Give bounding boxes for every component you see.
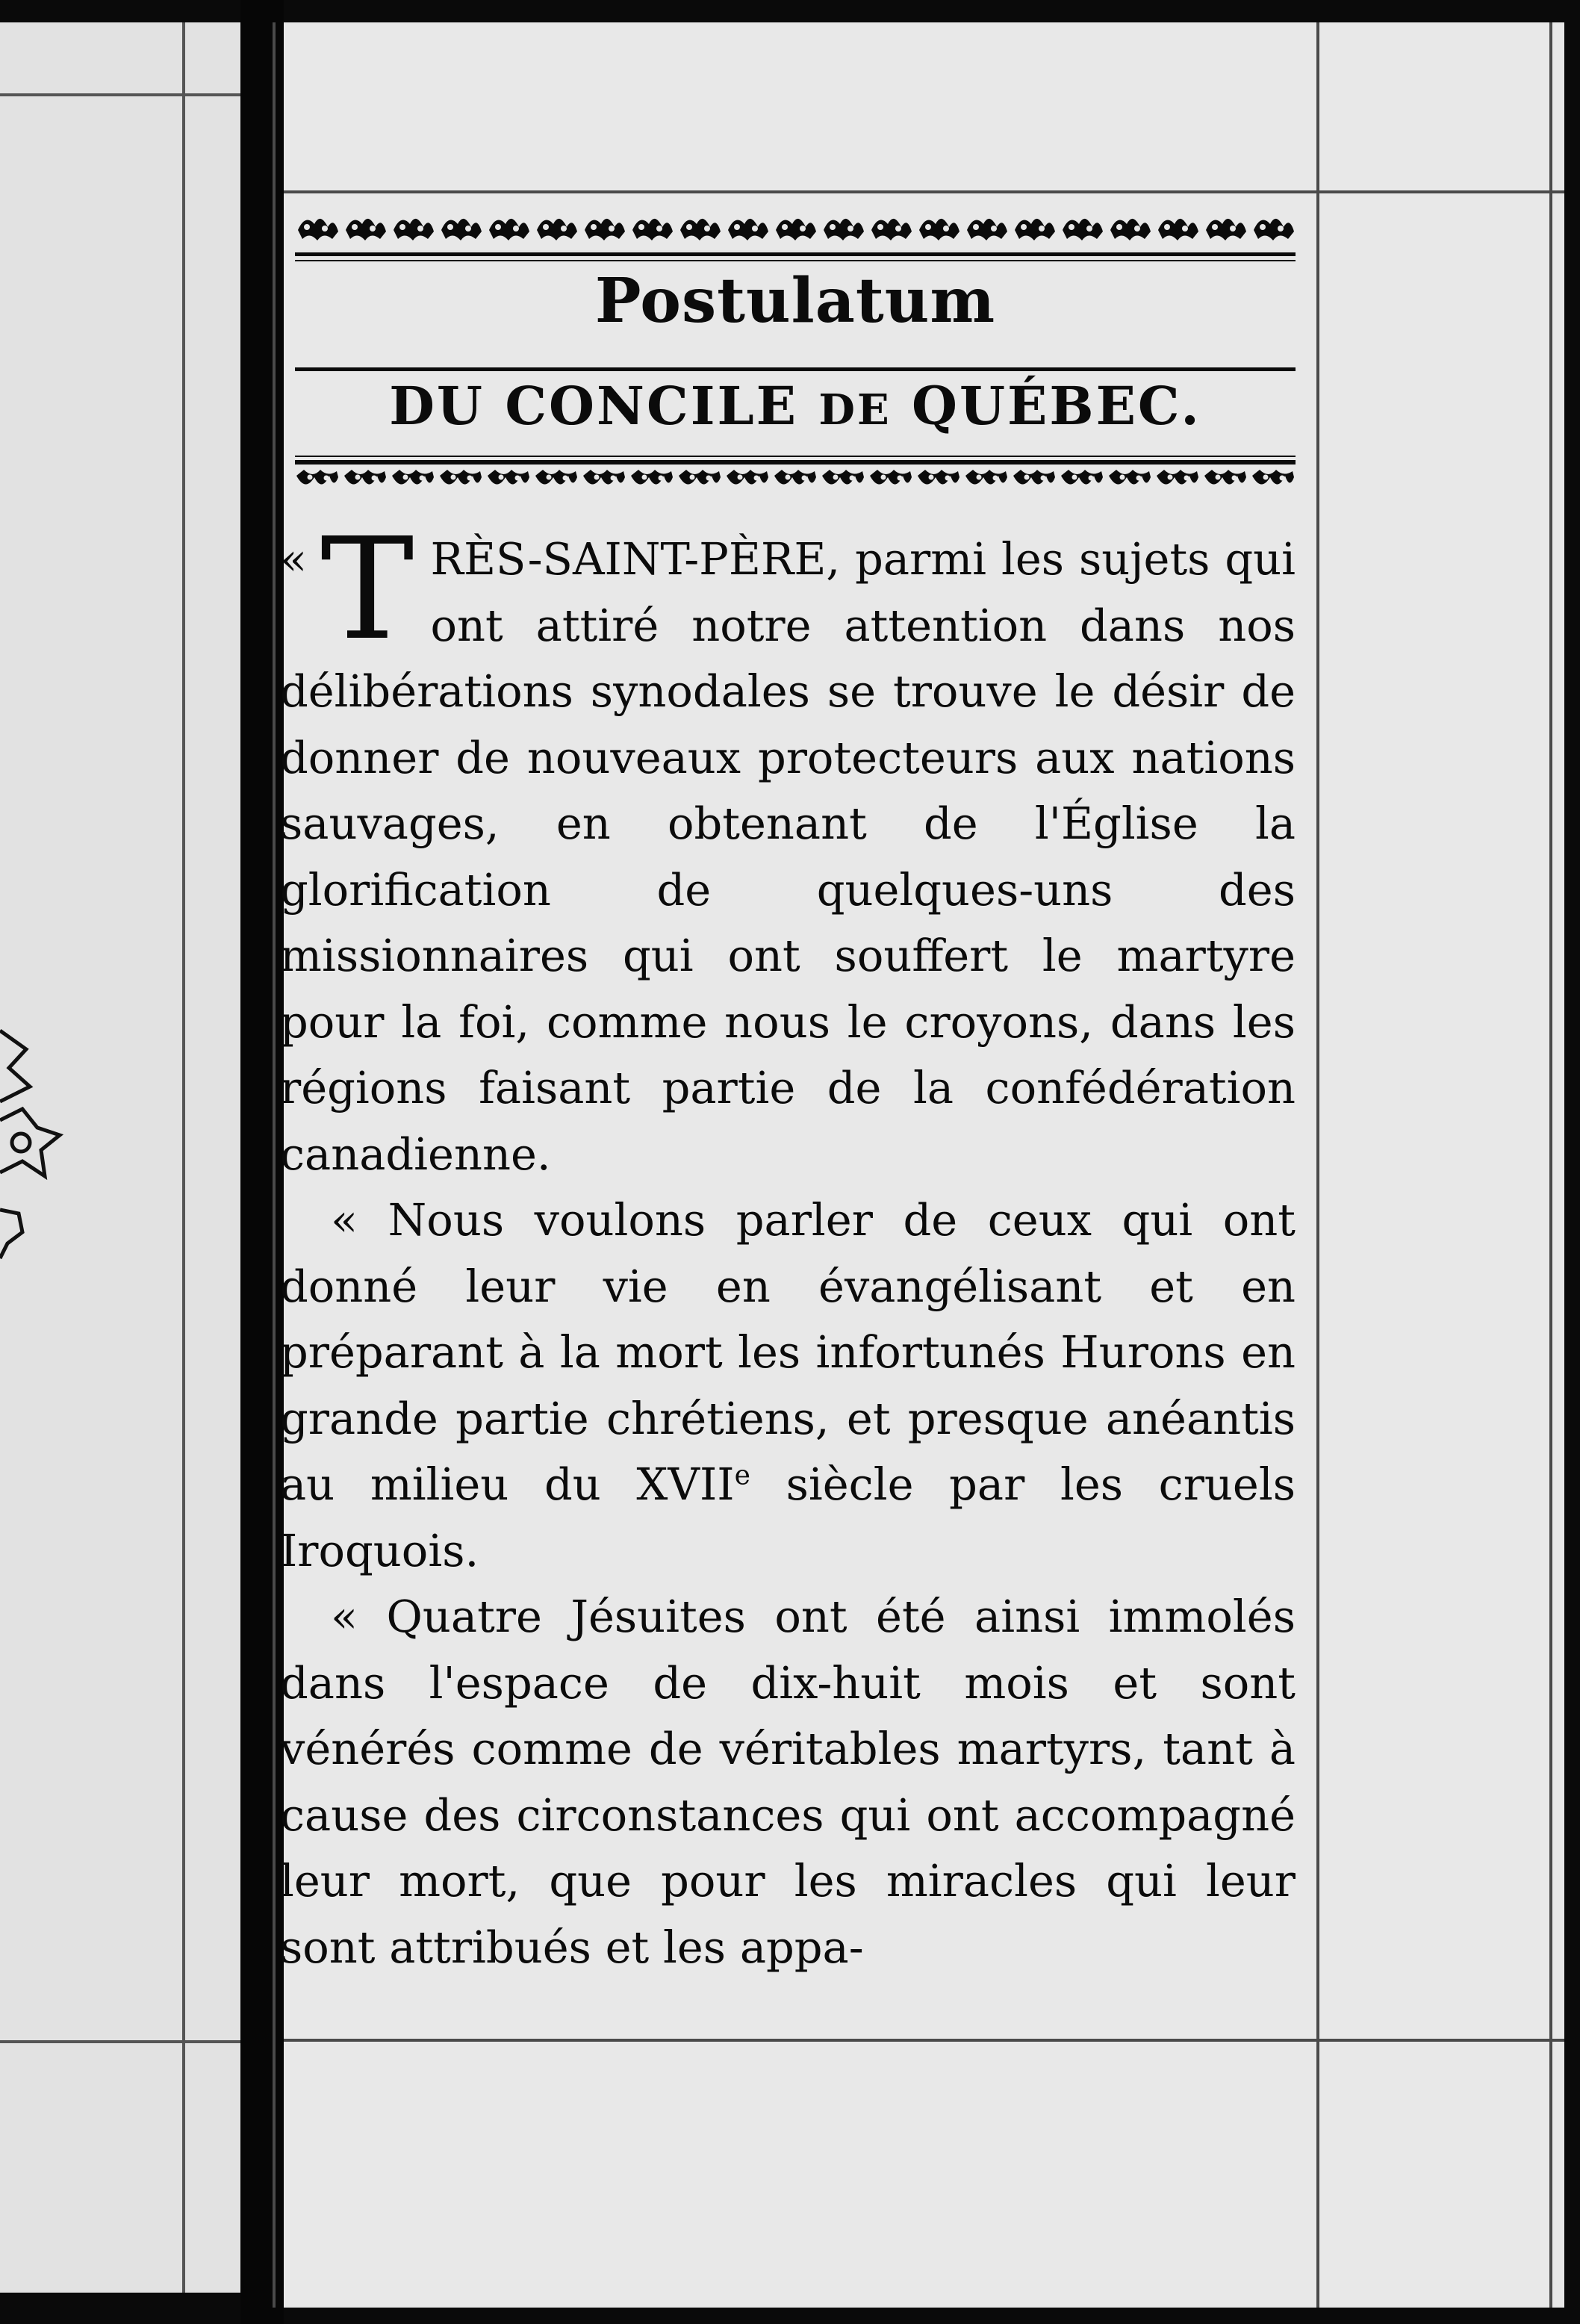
body-text <box>280 508 1296 1980</box>
opening-quote: « <box>280 533 308 585</box>
paragraph-text: « Nous voulons parler de ceux qui ont donné leur vie en évangélisant et en préparant à la mort les infortunés Hurons en grande partie chrétiens, et presque anéantis au milieu du XVII <box>280 1194 1296 1510</box>
grid-line <box>273 22 276 2308</box>
fleuron-band-icon <box>295 467 1299 500</box>
grid-line <box>284 2039 1564 2042</box>
drop-cap: T <box>320 508 414 671</box>
superscript: e <box>734 1460 750 1491</box>
subtitle-part: DU CONCILE <box>389 375 799 437</box>
printed-text-block <box>276 179 1314 2031</box>
rule <box>295 456 1296 457</box>
fleuron-band-icon <box>295 209 1299 246</box>
rule <box>295 260 1296 261</box>
grid-line <box>0 2040 240 2043</box>
paragraph <box>280 1584 1296 1980</box>
rule <box>295 460 1296 465</box>
grid-line <box>182 22 185 2293</box>
fleur-icon <box>0 1008 75 1292</box>
grid-line <box>1316 22 1319 2308</box>
rule <box>295 252 1296 256</box>
document-subtitle <box>276 375 1314 437</box>
paragraph-text: RÈS-SAINT-PÈRE, parmi les sujets qui ont attiré notre attention dans nos délibérations synodales se trouve le désir de donner de nouveaux protecteurs aux nations sauvages, en obtenant de l'Église la glorification de quelques-uns des missionnaires qui ont souffert le martyre pour la foi, comme nous le croyons, dans les régions faisant partie de la confédération canadienne. <box>280 533 1296 1180</box>
rule <box>295 367 1296 371</box>
subtitle-part: DE <box>818 385 892 435</box>
paragraph <box>280 1187 1296 1584</box>
paragraph-text: siècle par les cruels Iroquois. <box>280 1458 1296 1576</box>
grid-line <box>1549 22 1552 2308</box>
facing-page <box>0 22 240 2293</box>
paragraph <box>280 508 1296 1187</box>
document-title: Postulatum <box>594 265 996 337</box>
subtitle-part: QUÉBEC. <box>912 375 1201 437</box>
paragraph-text: « Quatre Jésuites ont été ainsi immolés dans l'espace de dix-huit mois et sont vénérés comme de véritables martyrs, tant à cause des circonstances qui ont accompagné leur mort, que pour les miracles qui leur sont attribués et les appa- <box>280 1591 1296 1973</box>
grid-line <box>0 93 240 96</box>
